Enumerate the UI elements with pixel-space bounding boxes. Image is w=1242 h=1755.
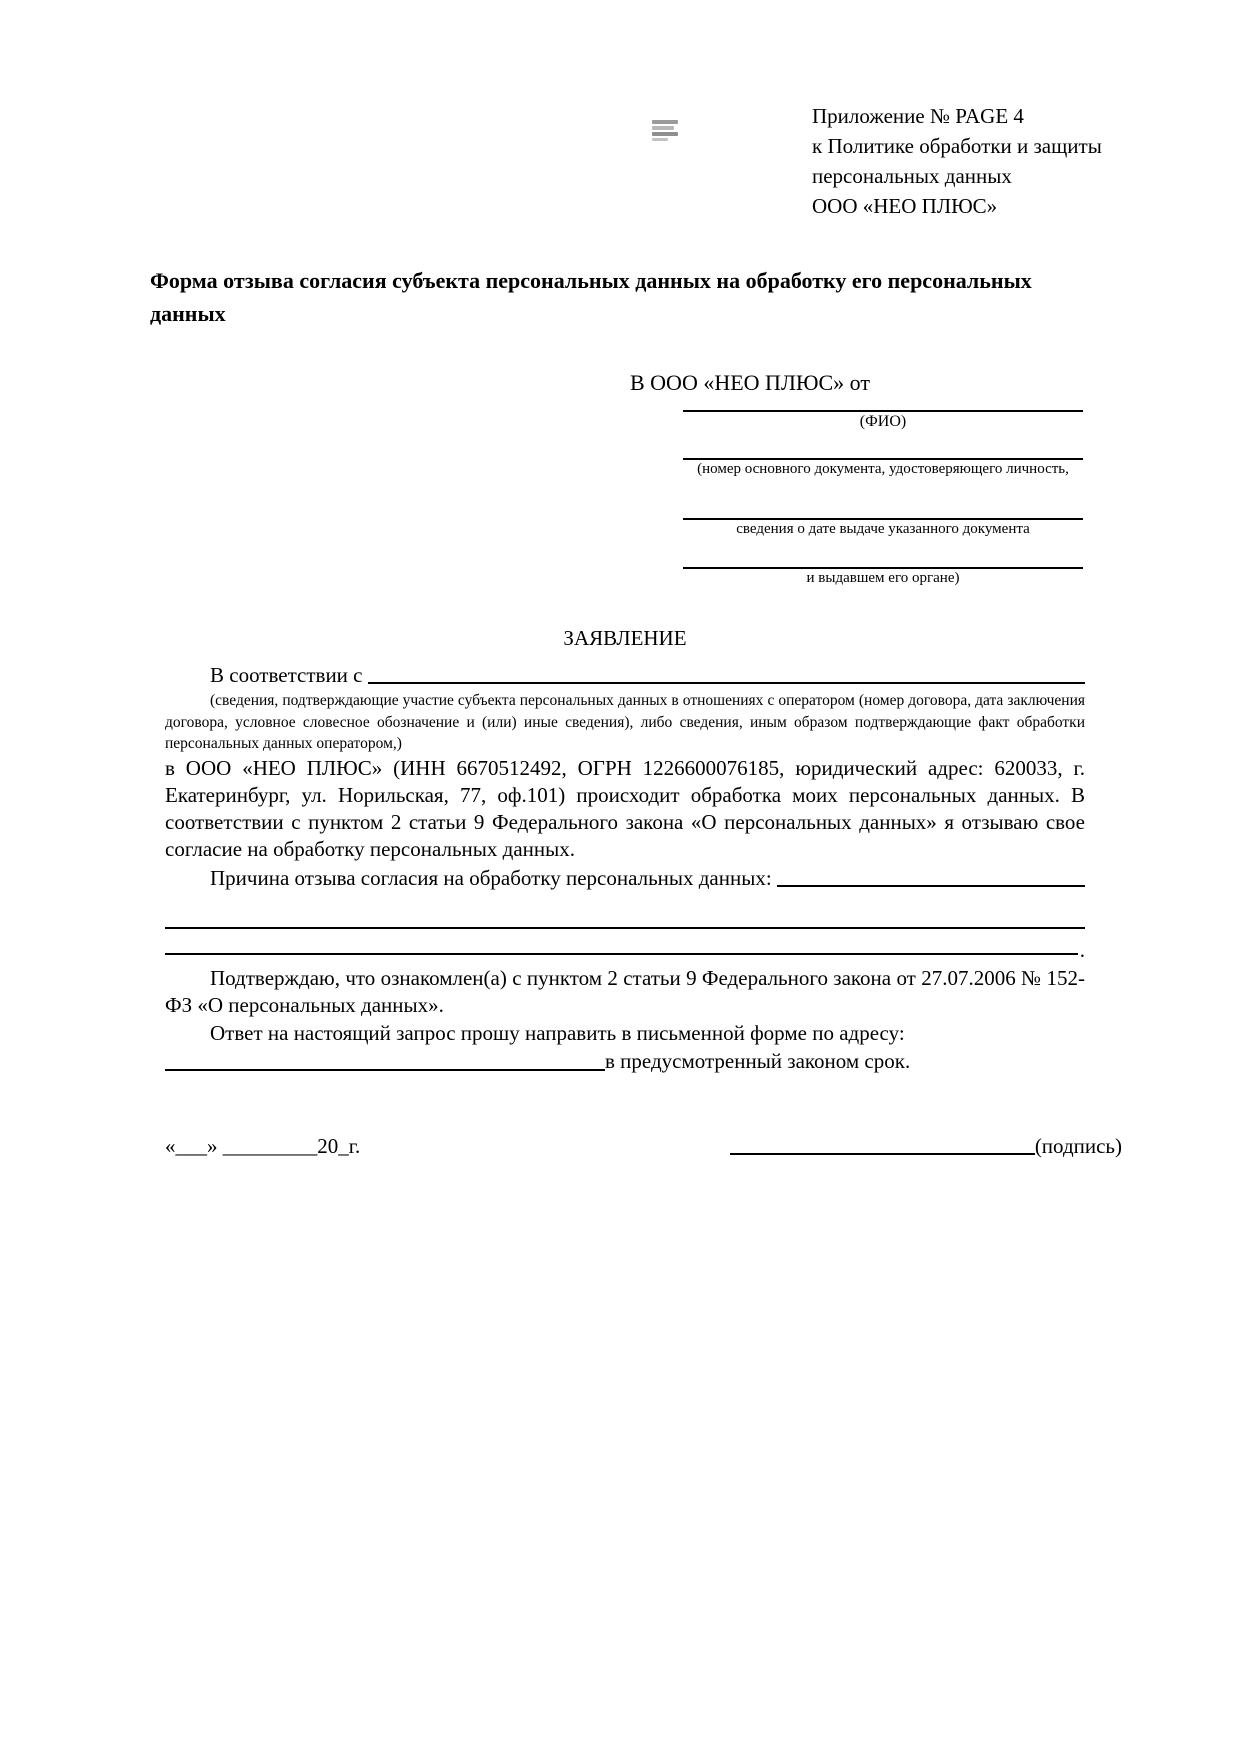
reply-request-line: Ответ на настоящий запрос прошу направить в письменной форме по адресу: [210,1020,905,1045]
address-blank-line [165,1069,605,1071]
fio-caption: (ФИО) [859,413,907,430]
appendix-header-line: персональных данных [812,164,1012,188]
document-title: Форма отзыва согласия субъекта персональных данных на обработку его персональных данных [150,268,1032,326]
reason-blank-line-2 [165,891,1085,929]
reason-blank-line [777,885,1085,887]
signature-blank-line [730,1153,1035,1155]
reason-blank-line-3 [165,929,1085,962]
statement-heading: ЗАЯВЛЕНИЕ [563,626,687,650]
small-print-note: (сведения, подтверждающие участие субъекта персональных данных в отношениях с оператором (номер договора, дата заключения договора, условное словесное обозначение и (или) иные сведения), либо сведения, иным образом подтверждающие факт обработки персональных данных оператором,) [165,692,1085,752]
signature-group [730,1134,1122,1159]
intro-prefix: В соответствии с [210,663,368,687]
intro-blank-line [368,682,1085,684]
confirmation-paragraph: Подтверждаю, что ознакомлен(а) с пунктом 2 статьи 9 Федерального закона от 27.07.2006 № 152-ФЗ «О персональных данных». [165,965,1085,1018]
issuing-authority-blank-line [683,567,1083,569]
artifact-bar [652,126,674,130]
appendix-header [812,101,1102,221]
artifact-bar [652,120,678,124]
blurred-text-artifact-icon [652,120,680,144]
issue-date-caption: сведения о дате выдаче указанного документа [736,521,1030,537]
appendix-header-line: Приложение № PAGE 4 [812,104,1024,128]
main-paragraph: в ООО «НЕО ПЛЮС» (ИНН 6670512492, ОГРН 1226600076185, юридический адрес: 620033, г. Екатеринбург, ул. Норильская, 77, оф.101) происходит обработка моих персональных данных. В соответствии с пунктом 2 статьи 9 Федерального закона «О персональных данных» я отзываю свое согласие на обработку персональных данных. [165,755,1085,862]
reply-address-line [165,1047,1085,1074]
document-number-blank-line [683,458,1083,460]
reply-suffix: в предусмотренный законом срок. [605,1049,911,1074]
date-blank-line: «___» _________20_г. [165,1134,361,1158]
addressee-line: В ООО «НЕО ПЛЮС» от [630,370,870,395]
issuing-authority-caption: и выдавшем его органе) [806,570,960,586]
appendix-header-line: ООО «НЕО ПЛЮС» [812,194,998,218]
artifact-bar [652,132,678,136]
signature-caption: (подпись) [1034,1134,1122,1158]
reason-line [165,864,1085,891]
reason-label: Причина отзыва согласия на обработку персональных данных: [210,865,777,890]
artifact-bar [652,138,668,141]
statement-body [165,660,1085,1074]
reason-blank-line-3-rule [165,953,1078,955]
fio-blank-line [683,410,1083,412]
intro-line [165,660,1085,688]
document-number-caption: (номер основного документа, удостоверяющего личность, [697,461,1069,477]
trailing-period: . [1079,937,1085,962]
appendix-header-line: к Политике обработки и защиты [812,134,1102,158]
issue-date-blank-line [683,518,1083,520]
date-signature-row [165,1134,1122,1159]
